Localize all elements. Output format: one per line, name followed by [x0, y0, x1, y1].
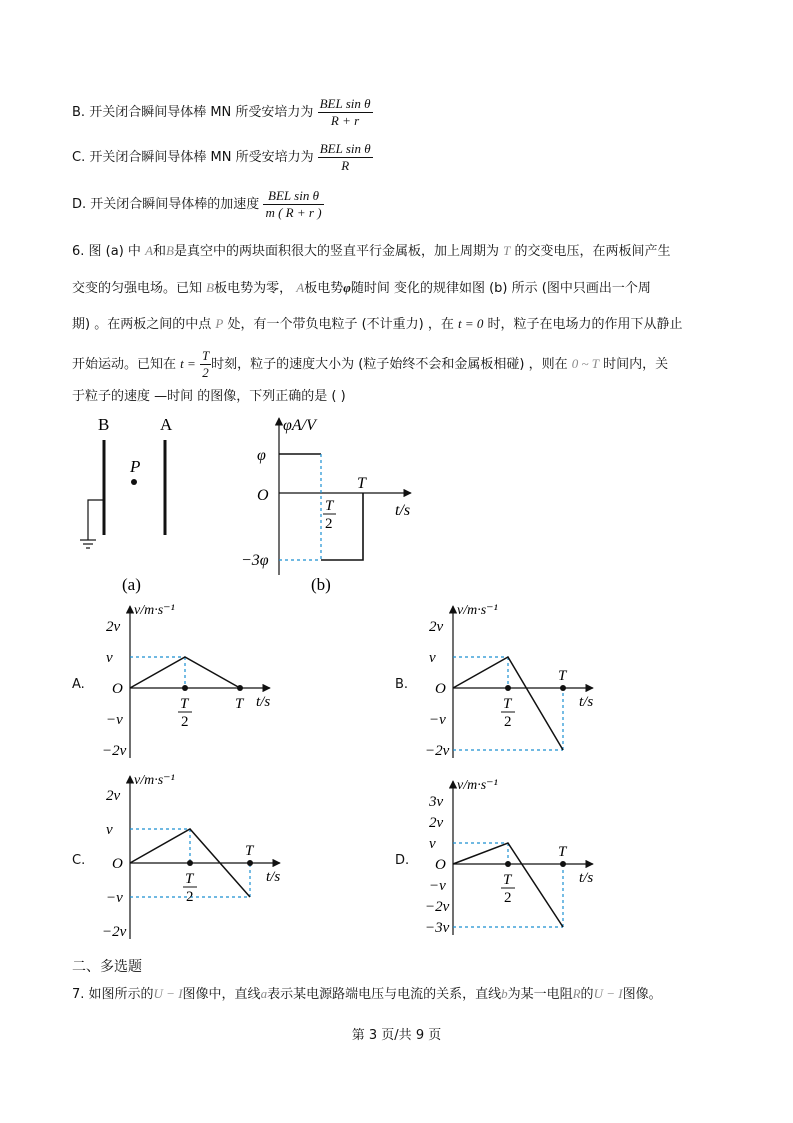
text: 时间内，关: [603, 357, 669, 372]
y-axis-label: v/m·s⁻¹: [134, 773, 175, 788]
math-P: P: [215, 316, 224, 331]
y-tick-label: −2v: [425, 899, 450, 915]
half-period-num: T: [503, 872, 512, 888]
fraction-t-half: [200, 348, 211, 381]
origin-label: O: [257, 487, 269, 504]
text: 图像。: [622, 987, 662, 1002]
text: 的交变电压，在两板间产生: [514, 244, 671, 259]
math-T: T: [503, 243, 511, 258]
text: 交变的匀强电场。已知: [72, 281, 203, 296]
choice-d-graph[interactable]: [410, 775, 610, 940]
denominator: R: [341, 158, 350, 173]
neg-tick: −3φ: [241, 552, 269, 569]
half-period-den: 2: [186, 889, 194, 905]
half-period-point: [182, 685, 188, 691]
page-footer: 第 3 页/共 9 页: [351, 1028, 442, 1043]
y-axis-label: v/m·s⁻¹: [457, 603, 498, 618]
choice-c-letter: C.: [72, 853, 86, 868]
q6-line5: [72, 388, 346, 406]
y-axis-label: v/m·s⁻¹: [134, 603, 175, 618]
numerator: T: [201, 348, 210, 363]
period-label: T: [235, 696, 244, 712]
math-range: 0 ~ T: [571, 356, 599, 371]
text: 时刻，粒子的速度大小为 (粒子始终不会和金属板相碰) ，则在: [211, 357, 568, 372]
fraction: [318, 141, 373, 174]
math-b: b: [501, 986, 508, 1001]
math-phi: φ: [343, 280, 351, 295]
half-period-den: 2: [504, 890, 512, 906]
fraction: [263, 188, 323, 221]
y-tick-label: v: [106, 650, 113, 666]
half-period-den: 2: [181, 714, 189, 730]
option-c: [72, 141, 373, 174]
point-p-label: P: [130, 457, 141, 476]
y-tick-label: v: [429, 650, 436, 666]
origin-label: O: [435, 857, 446, 873]
y-tick-label: −2v: [102, 924, 127, 940]
y-tick-label: 2v: [429, 815, 444, 831]
math-a: a: [260, 986, 268, 1001]
text: 是真空中的两块面积很大的竖直平行金属板，加上周期为: [173, 244, 499, 259]
period-label: T: [558, 668, 567, 684]
half-num: T: [325, 498, 334, 514]
choice-a-letter: A.: [72, 677, 85, 692]
option-text: 开关闭合瞬间导体棒 MN 所受安培力为: [89, 105, 314, 120]
math-ui: U − I: [153, 986, 183, 1001]
period-point: [237, 685, 243, 691]
y-tick-label: −2v: [425, 743, 450, 759]
q6-line4: [72, 348, 668, 381]
half-period-point: [505, 685, 511, 691]
half-period-num: T: [503, 696, 512, 712]
fraction: [318, 96, 373, 129]
half-period-point: [187, 860, 193, 866]
math-t0: t = 0: [458, 316, 484, 331]
choice-b-graph[interactable]: [410, 600, 610, 760]
section-title: 二、多选题: [72, 959, 142, 975]
text: 开始运动。已知在: [72, 357, 177, 372]
text: 板电势: [304, 281, 344, 296]
text: 处，有一个带负电粒子 (不计重力) ，在: [227, 317, 454, 332]
half-period-num: T: [185, 871, 194, 887]
y-tick-label: 2v: [429, 619, 444, 635]
y-tick-label: 3v: [429, 794, 444, 810]
x-axis-label: t/s: [579, 870, 594, 886]
y-tick-label: −2v: [102, 743, 127, 759]
y-tick-label: −v: [106, 712, 123, 728]
period-point: [560, 685, 566, 691]
text: 的: [580, 987, 594, 1002]
q6-line3: [72, 315, 683, 334]
text: 和: [153, 244, 167, 259]
phi-tick: φ: [257, 447, 266, 464]
text: 板电势为零，: [214, 281, 293, 296]
option-letter: B.: [72, 105, 86, 120]
y-tick-label: 2v: [106, 788, 121, 804]
math-ui: U − I: [593, 986, 623, 1001]
text: 期) 。在两板之间的中点: [72, 317, 212, 332]
period-point: [247, 860, 253, 866]
y-tick-label: −v: [429, 712, 446, 728]
y-tick-label: v: [106, 822, 113, 838]
y-tick-label: 2v: [106, 619, 121, 635]
x-axis-label: t/s: [256, 694, 271, 710]
y-tick-label: v: [429, 836, 436, 852]
period-label: T: [558, 844, 567, 860]
option-b: [72, 96, 373, 129]
denominator: m ( R + r ): [265, 205, 322, 220]
text: 7. 如图所示的: [72, 987, 154, 1002]
option-letter: C.: [72, 150, 86, 165]
math-A: A: [296, 280, 305, 295]
q6-line1: [72, 242, 671, 261]
point-p: [131, 479, 137, 485]
plate-b-label: B: [98, 415, 110, 434]
text: 表示某电源路端电压与电流的关系，直线: [267, 987, 502, 1002]
numerator: BEL sin θ: [263, 188, 323, 205]
period-label: T: [245, 843, 254, 859]
plate-a-label: A: [160, 415, 173, 434]
y-tick-label: −v: [429, 878, 446, 894]
text: 于粒子的速度 —时间 的图像，下列正确的是 ( ): [72, 389, 346, 404]
text: 随时间 变化的规律如图 (b) 所示 (图中只画出一个周: [350, 281, 651, 296]
q6-line2: [72, 279, 651, 298]
text: 图像中，直线: [182, 987, 261, 1002]
y-tick-label: −v: [106, 890, 123, 906]
caption-b: (b): [311, 575, 331, 594]
option-d: [72, 188, 324, 221]
choice-d-letter: D.: [395, 853, 410, 868]
x-axis-label: t/s: [395, 502, 411, 519]
math-R: R: [572, 986, 581, 1001]
text: 6. 图 (a) 中: [72, 244, 141, 259]
option-text: 开关闭合瞬间导体棒的加速度: [90, 197, 260, 212]
half-den: 2: [325, 516, 333, 532]
y-axis-label: v/m·s⁻¹: [457, 778, 498, 793]
math-B: B: [166, 243, 174, 258]
figure-b: [235, 410, 435, 600]
x-axis-label: t/s: [266, 869, 281, 885]
half-period-num: T: [180, 696, 189, 712]
text: 时，粒子在电场力的作用下从静止: [487, 317, 683, 332]
origin-label: O: [435, 681, 446, 697]
choice-c-graph[interactable]: [85, 770, 295, 945]
numerator: BEL sin θ: [319, 141, 371, 156]
x-axis-label: t/s: [579, 694, 594, 710]
y-tick-label: −3v: [425, 920, 450, 936]
option-text: 开关闭合瞬间导体棒 MN 所受安培力为: [89, 150, 314, 165]
y-axis-label: φA/V: [283, 417, 316, 434]
caption-a: (a): [122, 575, 141, 594]
math-t: t =: [180, 356, 196, 371]
choice-b-letter: B.: [395, 677, 409, 692]
choice-a-graph[interactable]: [85, 600, 285, 760]
math-A: A: [145, 243, 154, 258]
half-period-point: [505, 861, 511, 867]
origin-label: O: [112, 681, 123, 697]
math-B: B: [206, 280, 215, 295]
period-point: [560, 861, 566, 867]
half-period-den: 2: [504, 714, 512, 730]
t-label: T: [357, 475, 366, 492]
figure-a: [70, 410, 210, 600]
denominator: 2: [202, 365, 209, 380]
option-letter: D.: [72, 197, 87, 212]
q7-line: [72, 985, 662, 1004]
ground-wire: [88, 500, 104, 540]
numerator: BEL sin θ: [319, 96, 371, 111]
text: 为某一电阻: [507, 987, 573, 1002]
denominator: R + r: [330, 113, 360, 128]
origin-label: O: [112, 856, 123, 872]
